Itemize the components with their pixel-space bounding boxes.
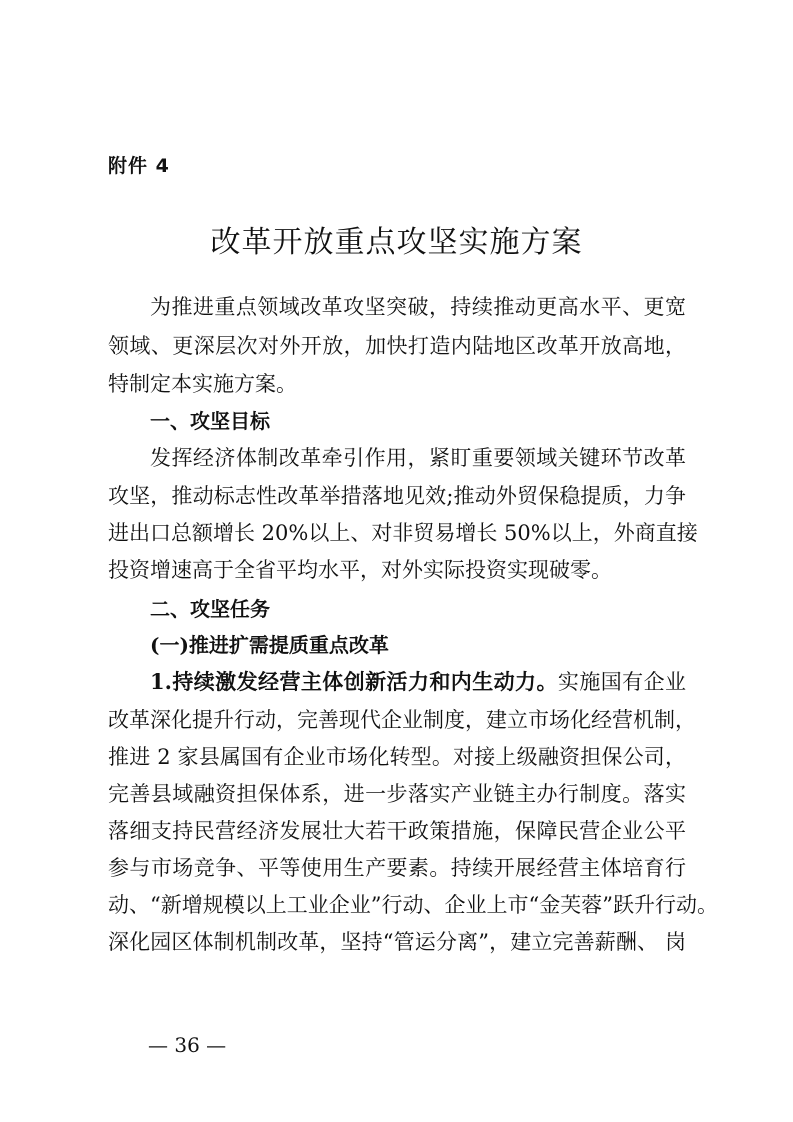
task-1-first-line-rest: 实施国有企业 [557, 670, 687, 694]
task-1-line: 推进 2 家县属国有企业市场化转型。对接上级融资担保公司， [108, 745, 686, 769]
goals-line: 进出口总额增长 20%以上、对非贸易增长 50%以上，外商直接 [108, 521, 698, 545]
intro-line: 领域、更深层次对外开放，加快打造内陆地区改革开放高地， [108, 334, 686, 358]
task-1-line: 深化园区体制机制改革，坚持“管运分离”，建立完善薪酬、 岗 [108, 930, 686, 954]
section-heading-tasks: 二、攻坚任务 [150, 597, 270, 621]
task-1-line: 参与市场竞争、平等使用生产要素。持续开展经营主体培育行 [108, 856, 686, 880]
task-1-line: 动、“新增规模以上工业企业”行动、企业上市“金芙蓉”跃升行动。 [108, 893, 718, 917]
task-1-first-line [150, 667, 686, 697]
task-1-line: 改革深化提升行动，完善现代企业制度，建立市场化经营机制， [108, 708, 696, 732]
task-1-lead: 1.持续激发经营主体创新活力和内生动力。 [150, 669, 558, 694]
goals-line: 攻坚，推动标志性改革举措落地见效;推动外贸保稳提质，力争 [108, 484, 686, 508]
task-1-line: 落细支持民营经济发展壮大若干政策措施，保障民营企业公平 [108, 819, 686, 843]
annex-label: 附件 4 [108, 155, 170, 177]
intro-line: 特制定本实施方案。 [108, 372, 297, 396]
document-title: 改革开放重点攻坚实施方案 [210, 225, 583, 260]
page-number: — 36 — [148, 1033, 227, 1057]
intro-line: 为推进重点领域改革攻坚突破，持续推动更高水平、更宽 [150, 295, 686, 319]
section-heading-goals: 一、攻坚目标 [150, 409, 270, 433]
task-1-line: 完善县域融资担保体系，进一步落实产业链主办行制度。落实 [108, 782, 686, 806]
subsection-heading: (一)推进扩需提质重点改革 [150, 633, 389, 657]
goals-line: 发挥经济体制改革牵引作用，紧盯重要领域关键环节改革 [150, 446, 686, 470]
goals-line: 投资增速高于全省平均水平，对外实际投资实现破零。 [108, 558, 612, 582]
